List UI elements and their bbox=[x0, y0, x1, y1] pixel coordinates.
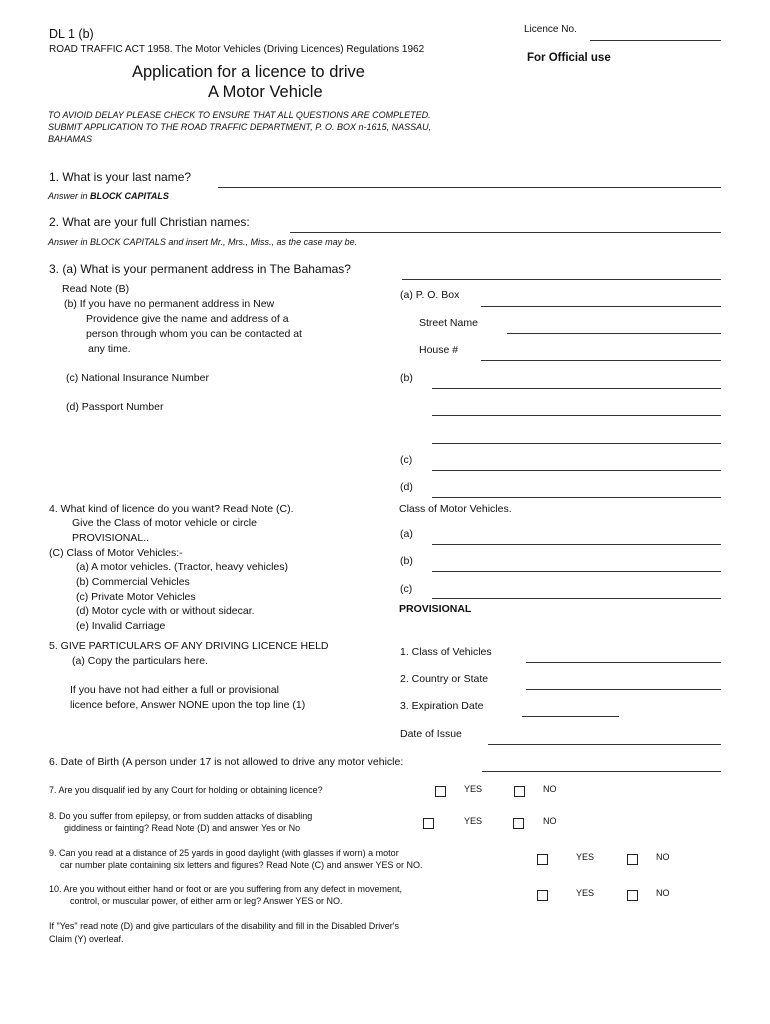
q4-class-d: (d) Motor cycle with or without sidecar. bbox=[76, 605, 255, 617]
q2-hint: Answer in BLOCK CAPITALS and insert Mr., Mrs., Miss., as the case may be. bbox=[48, 237, 358, 247]
class-a-field[interactable] bbox=[432, 544, 721, 545]
q10-yes-label: YES bbox=[576, 888, 595, 898]
q4-class-b: (b) Commercial Vehicles bbox=[76, 576, 190, 588]
official-use-label: For Official use bbox=[527, 52, 611, 64]
q8-yes-label: YES bbox=[464, 816, 483, 826]
house-number-label: House # bbox=[419, 344, 459, 356]
q3-b-line3: person through whom you can be contacted at bbox=[86, 328, 302, 340]
form-code: DL 1 (b) bbox=[49, 27, 94, 41]
date-of-birth-field[interactable] bbox=[482, 771, 721, 772]
footer-line1: If "Yes" read note (D) and give particulars of the disability and fill in the Disabled Driver's bbox=[49, 921, 399, 931]
licence-no-label: Licence No. bbox=[524, 24, 577, 35]
q3-question: 3. (a) What is your permanent address in The Bahamas? bbox=[49, 262, 351, 276]
q10-line1: 10. Are you without either hand or foot or are you suffering from any defect in movement, bbox=[49, 884, 403, 894]
q9-line1: 9. Can you read at a distance of 25 yards in good daylight (with glasses if worn) a motor bbox=[49, 848, 399, 858]
national-insurance-field[interactable] bbox=[432, 388, 721, 389]
q8-line2: giddiness or fainting? Read Note (D) and answer Yes or No bbox=[64, 823, 301, 833]
q10-no-label: NO bbox=[656, 888, 670, 898]
act-reference: ROAD TRAFFIC ACT 1958. The Motor Vehicles (Driving Licences) Regulations 1962 bbox=[49, 44, 425, 55]
date-of-issue-label: Date of Issue bbox=[400, 728, 462, 740]
licence-class-field[interactable] bbox=[526, 662, 721, 663]
q3-right-d-label: (d) bbox=[400, 481, 413, 493]
q5-line2: (a) Copy the particulars here. bbox=[72, 655, 208, 667]
form-title-line2: A Motor Vehicle bbox=[208, 83, 323, 101]
q8-yes-checkbox[interactable] bbox=[423, 818, 434, 829]
date-of-issue-field[interactable] bbox=[488, 744, 721, 745]
q1-question: 1. What is your last name? bbox=[49, 170, 192, 184]
po-box-field[interactable] bbox=[481, 306, 721, 307]
q2-question: 2. What are your full Christian names: bbox=[49, 215, 250, 229]
q9-no-checkbox[interactable] bbox=[627, 854, 638, 865]
notice-line3: BAHAMAS bbox=[48, 134, 93, 144]
q3-read-note: Read Note (B) bbox=[62, 283, 130, 295]
provisional-option[interactable]: PROVISIONAL bbox=[399, 603, 472, 615]
q3-c-field[interactable] bbox=[432, 470, 721, 471]
q4-right-a-label: (a) bbox=[400, 528, 413, 540]
q4-line2: Give the Class of motor vehicle or circle bbox=[72, 517, 257, 529]
q8-line1: 8. Do you suffer from epilepsy, or from sudden attacks of disabling bbox=[49, 811, 313, 821]
house-number-field[interactable] bbox=[481, 360, 721, 361]
q7-no-checkbox[interactable] bbox=[514, 786, 525, 797]
q3-b-line4: any time. bbox=[88, 343, 131, 355]
q4-line3: PROVISIONAL.. bbox=[72, 532, 150, 544]
q10-line2: control, or muscular power, of either arm or leg? Answer YES or NO. bbox=[70, 896, 343, 906]
q1-hint bbox=[48, 192, 169, 201]
q7-no-label: NO bbox=[543, 784, 557, 794]
q10-no-checkbox[interactable] bbox=[627, 890, 638, 901]
expiration-date-label: 3. Expiration Date bbox=[400, 700, 484, 712]
po-box-label: (a) P. O. Box bbox=[400, 289, 460, 301]
notice-line2: SUBMIT APPLICATION TO THE ROAD TRAFFIC DEPARTMENT, P. O. BOX n-1615, NASSAU, bbox=[48, 122, 432, 132]
passport-field-line1[interactable] bbox=[432, 415, 721, 416]
q9-line2: car number plate containing six letters and figures? Read Note (C) and answer YES or NO. bbox=[60, 860, 423, 870]
country-state-field[interactable] bbox=[526, 689, 721, 690]
q1-hint-bold: BLOCK CAPITALS bbox=[90, 191, 169, 201]
q7-question: 7. Are you disqualif ied by any Court for holding or obtaining licence? bbox=[49, 785, 323, 795]
licence-no-field[interactable] bbox=[590, 40, 721, 41]
q5-line3: If you have not had either a full or provisional bbox=[70, 684, 279, 696]
q7-yes-label: YES bbox=[464, 784, 483, 794]
class-of-vehicles-label: 1. Class of Vehicles bbox=[400, 646, 492, 658]
q3-c-label: (c) National Insurance Number bbox=[66, 372, 209, 384]
q1-hint-prefix: Answer in bbox=[48, 191, 91, 201]
q10-yes-checkbox[interactable] bbox=[537, 890, 548, 901]
q4-right-b-label: (b) bbox=[400, 555, 413, 567]
q5-line4: licence before, Answer NONE upon the top line (1) bbox=[70, 699, 306, 711]
country-state-label: 2. Country or State bbox=[400, 673, 489, 685]
q3-d-field[interactable] bbox=[432, 497, 721, 498]
passport-field-line2[interactable] bbox=[432, 443, 721, 444]
q8-no-label: NO bbox=[543, 816, 557, 826]
q9-yes-checkbox[interactable] bbox=[537, 854, 548, 865]
christian-names-field[interactable] bbox=[290, 232, 721, 233]
q3-right-b-label: (b) bbox=[400, 372, 413, 384]
street-name-field[interactable] bbox=[507, 333, 721, 334]
q5-line1: 5. GIVE PARTICULARS OF ANY DRIVING LICENCE HELD bbox=[49, 640, 329, 652]
q8-no-checkbox[interactable] bbox=[513, 818, 524, 829]
q4-line1: 4. What kind of licence do you want? Read Note (C). bbox=[49, 503, 294, 515]
q3-right-c-label: (c) bbox=[400, 454, 413, 466]
q4-right-title: Class of Motor Vehicles. bbox=[399, 503, 512, 515]
q9-no-label: NO bbox=[656, 852, 670, 862]
form-title-line1: Application for a licence to drive bbox=[132, 63, 365, 81]
q7-yes-checkbox[interactable] bbox=[435, 786, 446, 797]
q6-question: 6. Date of Birth (A person under 17 is not allowed to drive any motor vehicle: bbox=[49, 756, 404, 768]
expiration-date-field[interactable] bbox=[522, 716, 619, 717]
class-c-field[interactable] bbox=[432, 598, 721, 599]
q4-class-e: (e) Invalid Carriage bbox=[76, 620, 166, 632]
q4-right-c-label: (c) bbox=[400, 583, 413, 595]
class-b-field[interactable] bbox=[432, 571, 721, 572]
q3-b-line1: (b) If you have no permanent address in New bbox=[64, 298, 275, 310]
q4-class-a: (a) A motor vehicles. (Tractor, heavy vehicles) bbox=[76, 561, 289, 573]
q3-b-line2: Providence give the name and address of a bbox=[86, 313, 289, 325]
q4-classes-title: (C) Class of Motor Vehicles:- bbox=[49, 547, 183, 559]
q9-yes-label: YES bbox=[576, 852, 595, 862]
notice-line1: TO AVIOID DELAY PLEASE CHECK TO ENSURE THAT ALL QUESTIONS ARE COMPLETED. bbox=[48, 110, 431, 120]
last-name-field[interactable] bbox=[218, 187, 721, 188]
footer-line2: Claim (Y) overleaf. bbox=[49, 934, 124, 944]
q3-d-label: (d) Passport Number bbox=[66, 401, 164, 413]
permanent-address-field[interactable] bbox=[402, 279, 721, 280]
street-name-label: Street Name bbox=[419, 317, 478, 329]
q4-class-c: (c) Private Motor Vehicles bbox=[76, 591, 196, 603]
